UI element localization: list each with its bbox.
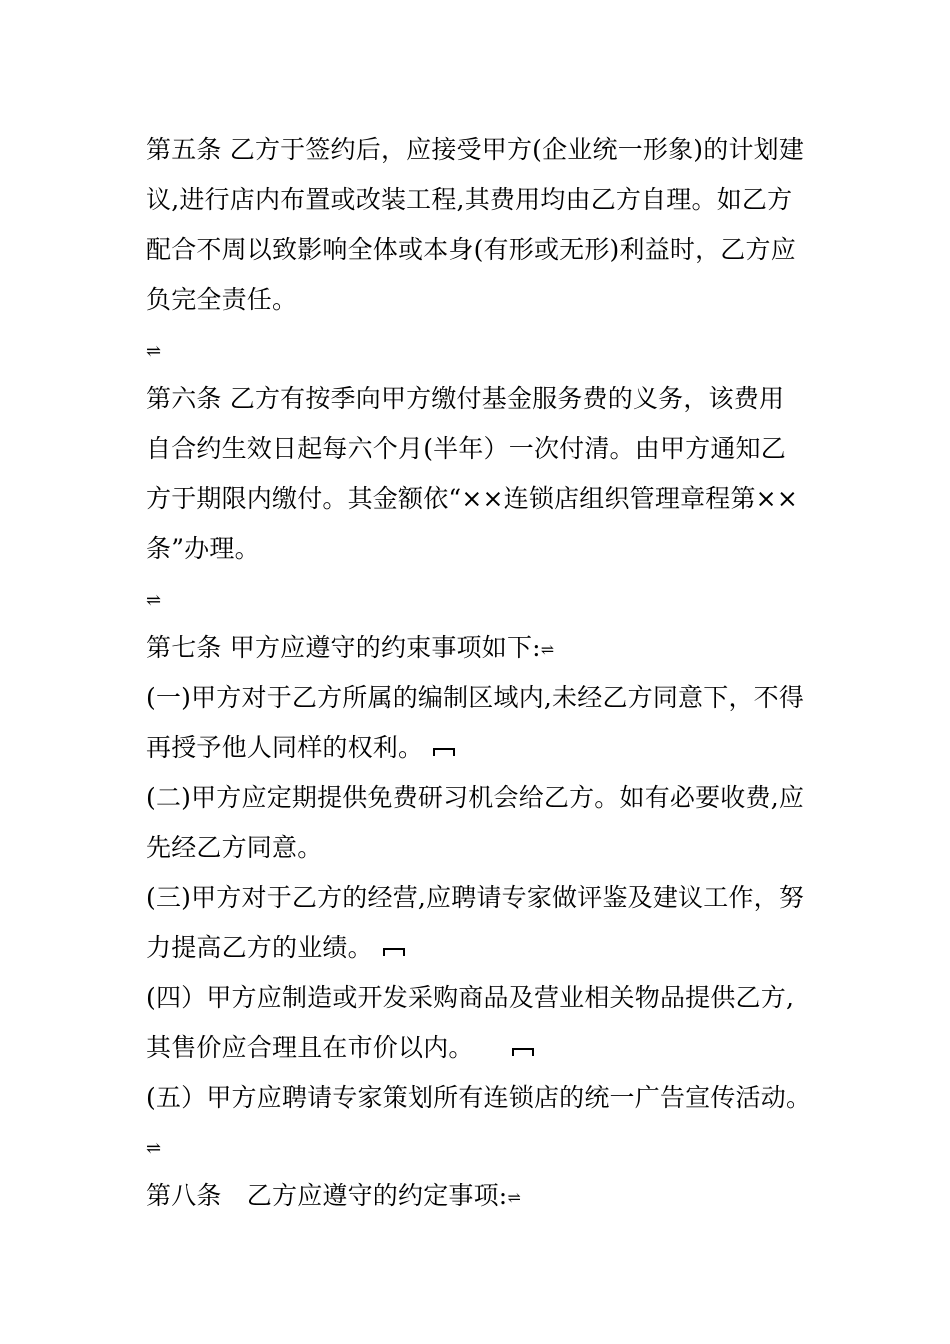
text-line: 负完全责任。 bbox=[146, 285, 298, 314]
paragraph-mark-icon: ⇌ bbox=[146, 590, 162, 611]
text-line: 条”办理。 bbox=[146, 534, 260, 563]
text-line bbox=[146, 633, 554, 665]
text-line bbox=[146, 933, 403, 963]
text-line: (一)甲方对于乙方所属的编制区域内,未经乙方同意下，不得 bbox=[146, 683, 805, 712]
text-line: 第五条 乙方于签约后，应接受甲方(企业统一形象)的计划建 bbox=[146, 135, 805, 164]
paragraph-mark-icon: ⇌ bbox=[146, 341, 162, 362]
text-line: 议,进行店内布置或改装工程,其费用均由乙方自理。如乙方 bbox=[146, 185, 793, 214]
paragraph-mark-icon: ⇌ bbox=[146, 1138, 162, 1159]
text-line: 自合约生效日起每六个月(半年）一次付清。由甲方通知乙 bbox=[146, 434, 786, 463]
text-line: 方于期限内缴付。其金额依“××连锁店组织管理章程第×× bbox=[146, 484, 798, 513]
line-break-icon bbox=[381, 944, 403, 956]
text-span: 力提高乙方的业绩。 bbox=[146, 933, 373, 962]
line-break-icon bbox=[510, 1044, 532, 1056]
text-line bbox=[146, 733, 453, 763]
text-line: (五）甲方应聘请专家策划所有连锁店的统一广告宣传活动。 bbox=[146, 1083, 812, 1112]
text-line: 配合不周以致影响全体或本身(有形或无形)利益时，乙方应 bbox=[146, 235, 796, 264]
text-line: (三)甲方对于乙方的经营,应聘请专家做评鉴及建议工作，努 bbox=[146, 883, 805, 912]
text-span: 其售价应合理且在市价以内。 bbox=[146, 1033, 474, 1062]
text-span: 第七条 甲方应遵守的约束事项如下: bbox=[146, 633, 541, 662]
paragraph-mark-icon: ⇌ bbox=[540, 639, 555, 659]
text-line: 先经乙方同意。 bbox=[146, 833, 323, 862]
text-line: 第六条 乙方有按季向甲方缴付基金服务费的义务，该费用 bbox=[146, 384, 785, 413]
text-line: (二)甲方应定期提供免费研习机会给乙方。如有必要收费,应 bbox=[146, 783, 805, 812]
text-span: 再授予他人同样的权利。 bbox=[146, 733, 424, 762]
paragraph-mark-icon: ⇌ bbox=[507, 1187, 522, 1207]
text-line bbox=[146, 1033, 532, 1063]
text-line bbox=[146, 1181, 521, 1213]
text-line: (四）甲方应制造或开发采购商品及营业相关物品提供乙方, bbox=[146, 983, 795, 1012]
text-span: 第八条 乙方应遵守的约定事项: bbox=[146, 1181, 508, 1210]
line-break-icon bbox=[431, 744, 453, 756]
